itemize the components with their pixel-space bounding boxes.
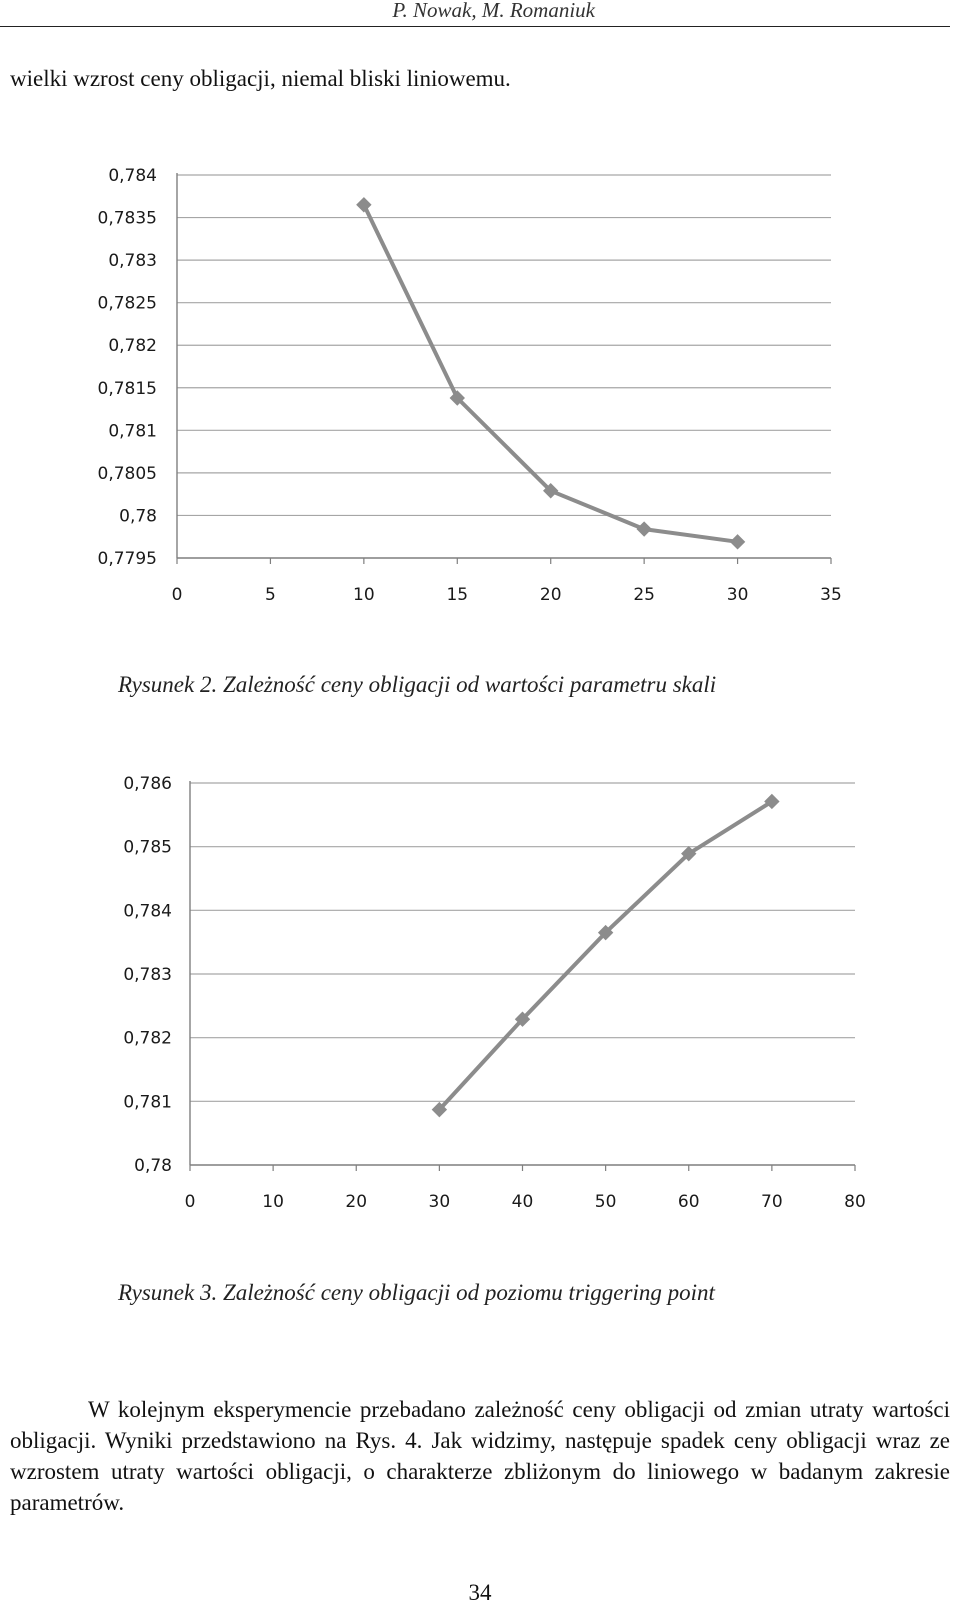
x-tick-label: 20 xyxy=(539,585,562,605)
series-line xyxy=(439,802,772,1110)
x-tick-label: 35 xyxy=(820,585,842,605)
page-number: 34 xyxy=(468,1580,492,1605)
y-tick-label: 0,784 xyxy=(108,166,157,186)
y-tick-label: 0,78 xyxy=(119,506,157,527)
x-tick-label: 0 xyxy=(184,1192,196,1212)
x-tick-label: 15 xyxy=(446,585,469,605)
x-tick-label: 5 xyxy=(265,585,276,605)
x-tick-label: 60 xyxy=(677,1192,700,1212)
figure-caption-3: Rysunek 3. Zależność ceny obligacji od poziomu triggering point xyxy=(118,1280,715,1305)
y-tick-label: 0,782 xyxy=(123,1028,172,1049)
header-authors: P. Nowak, M. Romaniuk xyxy=(392,0,595,22)
running-header xyxy=(0,0,950,27)
data-point-marker xyxy=(637,522,651,536)
y-tick-label: 0,785 xyxy=(123,837,172,858)
y-tick-label: 0,783 xyxy=(108,251,157,272)
y-tick-label: 0,7795 xyxy=(97,549,157,569)
y-tick-label: 0,7805 xyxy=(97,463,157,484)
x-tick-label: 10 xyxy=(353,585,375,605)
x-tick-label: 40 xyxy=(511,1192,534,1212)
y-tick-label: 0,781 xyxy=(123,1092,172,1113)
figure-caption-2: Rysunek 2. Zależność ceny obligacji od wartości parametru skali xyxy=(118,672,717,697)
x-tick-label: 10 xyxy=(262,1192,284,1212)
y-tick-label: 0,7835 xyxy=(97,208,157,229)
chart-scale-parameter xyxy=(0,150,960,620)
y-tick-label: 0,7825 xyxy=(97,293,157,314)
y-tick-label: 0,78 xyxy=(134,1156,172,1176)
x-tick-label: 0 xyxy=(171,585,183,605)
x-tick-label: 80 xyxy=(844,1192,866,1212)
intro-text: wielki wzrost ceny obligacji, niemal bliski liniowemu. xyxy=(10,66,511,91)
y-tick-label: 0,783 xyxy=(123,965,172,985)
x-tick-label: 30 xyxy=(726,585,749,605)
data-point-marker xyxy=(731,535,745,549)
x-tick-label: 20 xyxy=(345,1192,368,1212)
y-tick-label: 0,7815 xyxy=(97,378,157,399)
y-tick-label: 0,782 xyxy=(108,336,157,357)
y-tick-label: 0,781 xyxy=(108,421,157,442)
x-tick-label: 70 xyxy=(761,1192,783,1212)
x-tick-label: 30 xyxy=(428,1192,451,1212)
body-paragraph-text: W kolejnym eksperymencie przebadano zależność ceny obligacji od zmian utraty wartości obligacji. Wyniki przedstawiono na Rys. 4. Jak widzimy, następuje spadek ceny obligacji wraz ze wzrostem utraty wartości obligacji, o charakterze zbliżonym do liniowego w badanym zakresie parametrów. xyxy=(10,1397,950,1515)
x-tick-label: 50 xyxy=(594,1192,617,1212)
data-point-marker xyxy=(357,198,371,212)
chart-triggering-point xyxy=(0,760,960,1230)
body-paragraph xyxy=(10,1394,950,1518)
y-tick-label: 0,784 xyxy=(123,901,172,922)
x-tick-label: 25 xyxy=(633,585,655,605)
y-tick-label: 0,786 xyxy=(123,774,172,794)
